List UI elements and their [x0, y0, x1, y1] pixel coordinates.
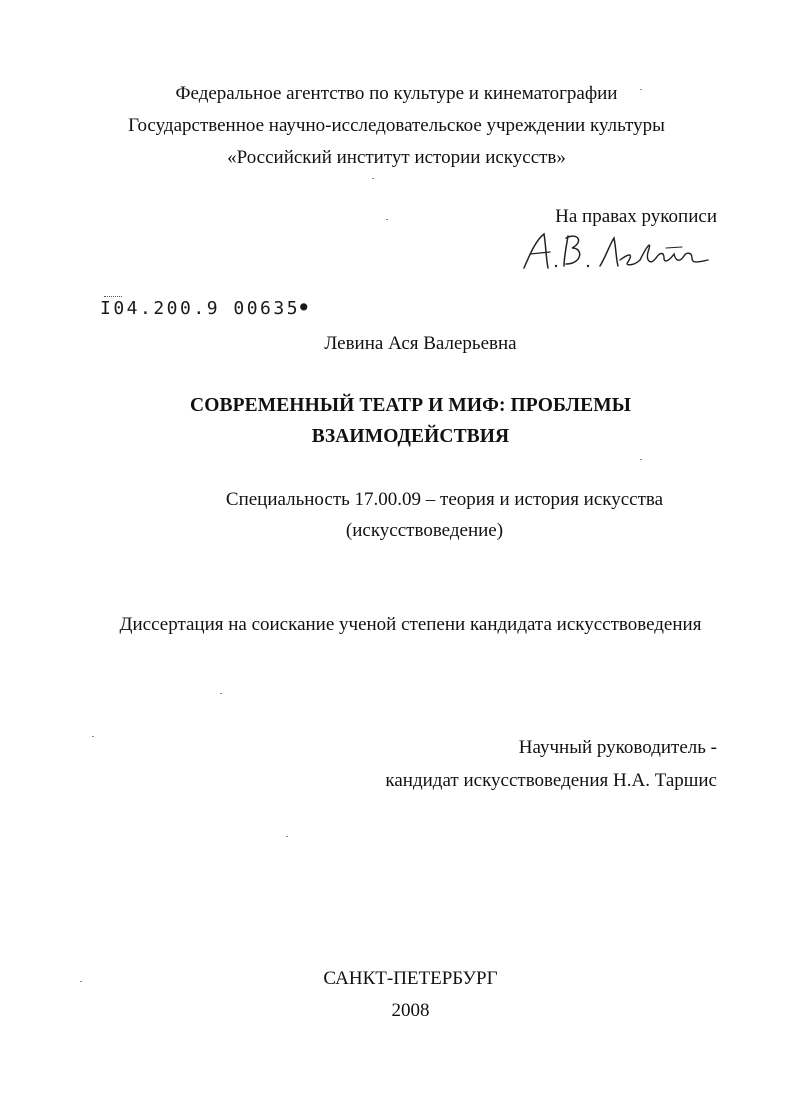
institution-name: Государственное научно-исследовательское учреждении культуры [128, 115, 665, 136]
author-name: Левина Ася Валерьевна [324, 333, 517, 354]
catalog-stamp-number: I04.200.9 00635 [100, 298, 301, 319]
rights-note: На правах рукописи [555, 206, 717, 227]
scan-speck [80, 981, 82, 982]
scan-speck [220, 693, 222, 694]
city: САНКТ-ПЕТЕРБУРГ [323, 968, 498, 989]
agency-name: Федеральное агентство по культуре и кинематографии [175, 83, 618, 104]
specialty-line-1: Специальность 17.00.09 – теория и история искусства [225, 489, 664, 510]
scan-speck [92, 736, 94, 737]
scan-speck [640, 89, 642, 90]
scan-speck [640, 459, 642, 460]
year: 2008 [391, 1000, 430, 1021]
specialty-line-2: (искусствоведение) [345, 520, 504, 541]
title-line-2: ВЗАИМОДЕЙСТВИЯ [311, 426, 510, 447]
title-line-1: СОВРЕМЕННЫЙ ТЕАТР И МИФ: ПРОБЛЕМЫ [190, 395, 631, 416]
scan-speck [286, 836, 288, 837]
stamp-mark [104, 296, 122, 297]
institute-name: «Российский институт истории искусств» [227, 147, 566, 168]
scan-speck [386, 219, 388, 220]
author-signature [516, 226, 712, 276]
scan-speck [372, 178, 374, 179]
dissertation-type: Диссертация на соискание ученой степени кандидата искусствоведения [119, 614, 702, 635]
stamp-dot-icon: ● [300, 299, 310, 313]
supervisor-name: кандидат искусствоведения Н.А. Таршис [385, 770, 717, 791]
supervisor-role: Научный руководитель - [518, 737, 717, 758]
catalog-stamp [100, 300, 310, 318]
